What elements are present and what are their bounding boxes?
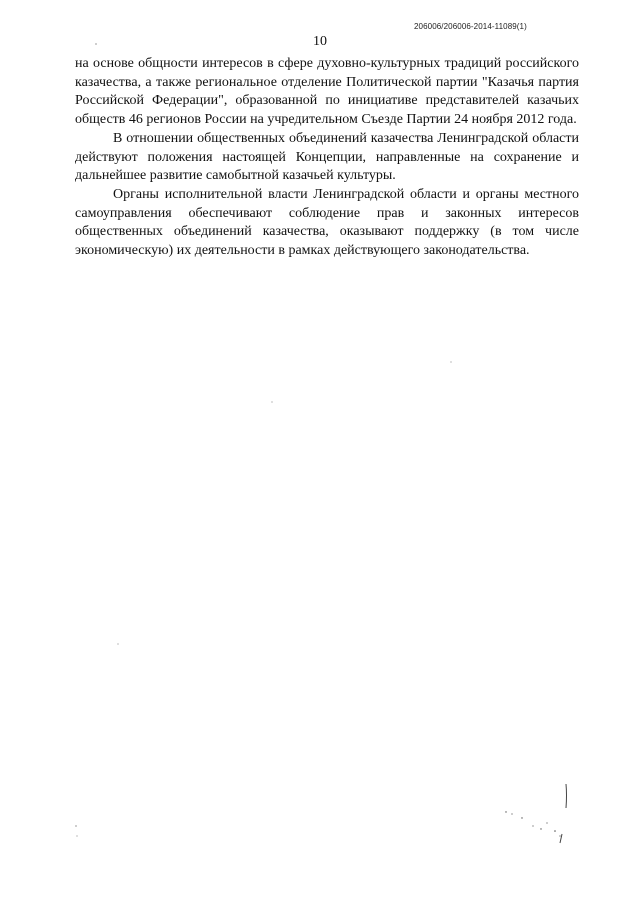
page-number: 10 [313, 34, 327, 49]
paragraph: Органы исполнительной власти Ленинградской области и органы местного самоуправления обеспечивают соблюдение прав и законных интересов общественных объединений казачества, оказывают поддержку (в том числе экономическую) их деятельности в рамках действующего законодательства. [75, 186, 579, 259]
paragraph: В отношении общественных объединений казачества Ленинградской области действуют положения настоящей Концепции, направленные на сохранение и дальнейшее развитие самобытной казачьей культуры. [75, 130, 579, 184]
document-id: 206006/206006-2014-11089(1) [414, 22, 527, 31]
paragraph-continued: на основе общности интересов в сфере духовно-культурных традиций российского казачества, а также региональное отделение Политической партии "Казачья партия Российской Федерации", образованной по инициативе представителей казачьих обществ 46 регионов России на учредительном Съезде Партии 24 ноября 2012 года. [75, 56, 579, 128]
